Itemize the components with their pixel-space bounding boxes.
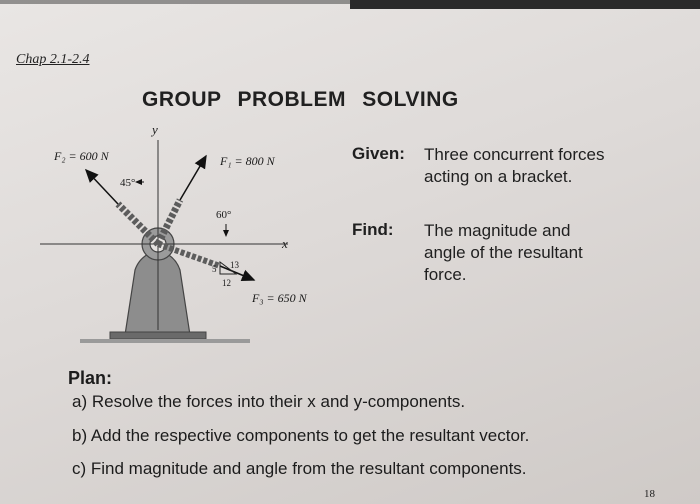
- x-axis-label: x: [282, 236, 288, 251]
- force-arrow-f1: [180, 156, 206, 200]
- plan-step-a: a) Resolve the forces into their x and y-components.: [72, 392, 466, 411]
- force-label-f1: F₁ = 800 N: [220, 154, 275, 168]
- plan-step-c: c) Find magnitude and angle from the resultant components.: [72, 459, 527, 478]
- chapter-reference: Chap 2.1-2.4: [16, 52, 90, 67]
- force-label-f2: F₂ = 600 N: [54, 149, 109, 163]
- given-label: Given:: [352, 144, 405, 163]
- page-number: 18: [644, 488, 655, 500]
- plan-label: Plan:: [68, 368, 113, 388]
- triangle-label-13: 13: [230, 260, 239, 270]
- bracket-force-diagram: [40, 120, 360, 360]
- find-label: Find:: [352, 220, 394, 239]
- top-dark-bar: [350, 0, 700, 9]
- given-text: Three concurrent forces acting on a bracket.: [424, 145, 605, 186]
- angle-label-60: 60°: [216, 209, 232, 221]
- triangle-label-5: 5: [212, 264, 217, 274]
- y-axis-label: y: [152, 122, 158, 137]
- force-arrow-f2: [86, 170, 118, 204]
- angle-label-45: 45°: [120, 177, 136, 189]
- triangle-label-12: 12: [222, 278, 231, 288]
- page-title: GROUP PROBLEM SOLVING: [142, 88, 459, 111]
- find-text: The magnitude and angle of the resultant force.: [424, 221, 583, 284]
- plan-step-b: b) Add the respective components to get the resultant vector.: [72, 426, 530, 445]
- force-label-f3: F₃ = 650 N: [252, 291, 307, 305]
- member-f2: [118, 204, 158, 244]
